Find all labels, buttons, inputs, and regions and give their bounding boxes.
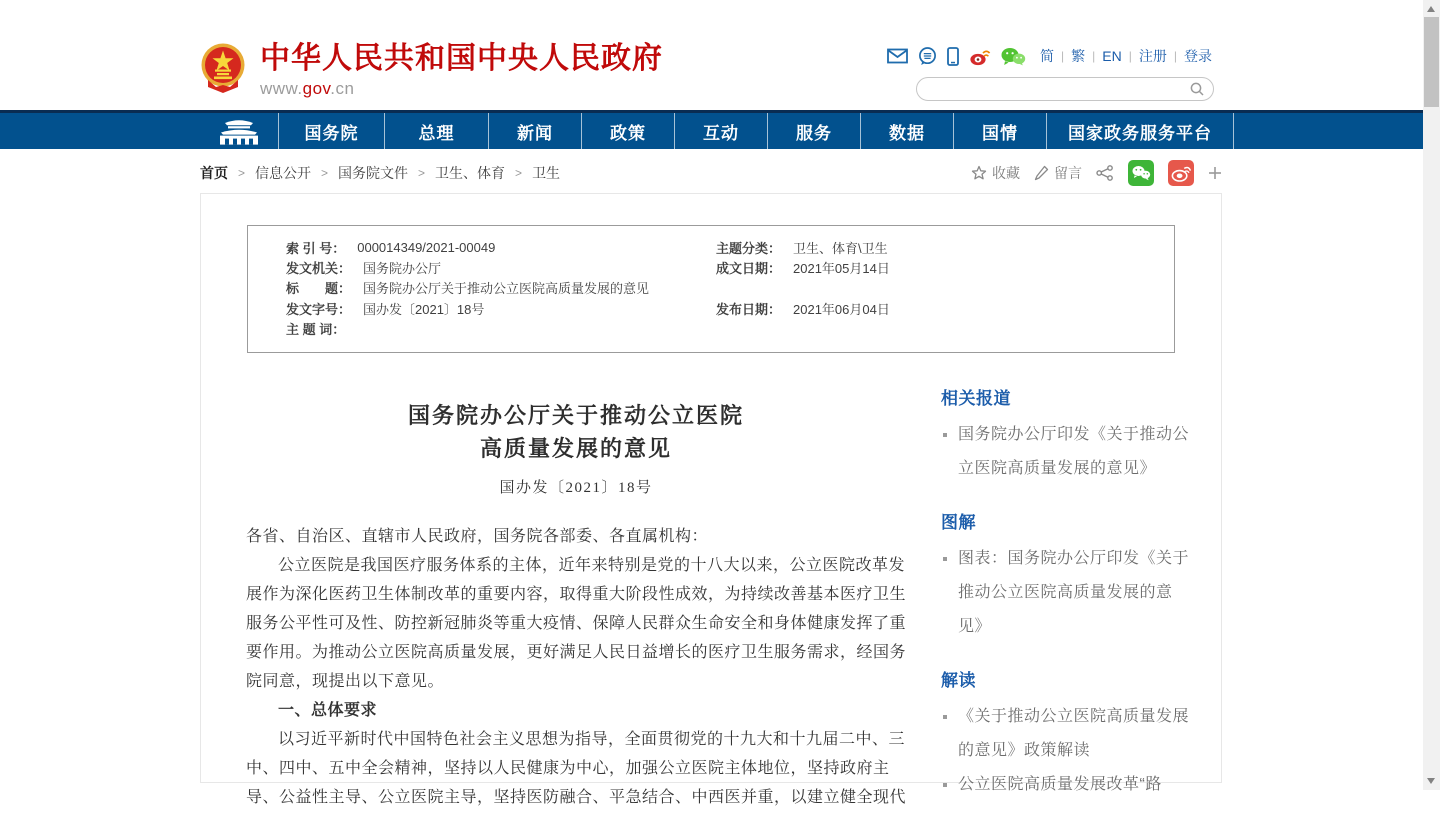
- meta-row: [716, 319, 1174, 339]
- site-url: [260, 79, 663, 99]
- sidebar-link[interactable]: [941, 418, 1190, 486]
- breadcrumb-state-council-documents[interactable]: 国务院文件: [338, 165, 409, 181]
- document-salutation: 各省、自治区、直辖市人民政府，国务院各部委、各直属机构：: [246, 527, 709, 545]
- document-paragraph: 以习近平新时代中国特色社会主义思想为指导，全面贯彻党的十九大和十九届二中、三中、四中、五中全会精神，坚持以人民健康为中心，加强公立医院主体地位，坚持政府主导、公益性主导、公立医院主导，坚持医防融合、平急结合、中西医并重，以建立健全现代: [246, 730, 907, 806]
- language-links: [1040, 46, 1212, 66]
- meta-value: 国务院办公厅: [363, 261, 442, 277]
- meta-row: [286, 319, 716, 339]
- meta-label: 发布日期：: [716, 301, 782, 317]
- bullet-icon: [943, 715, 947, 719]
- document-section-heading: 一、总体要求: [278, 701, 378, 719]
- bullet-icon: [943, 433, 947, 437]
- meta-value: 卫生、体育\卫生: [793, 240, 888, 256]
- sidebar-link[interactable]: [941, 542, 1190, 644]
- chevron-separator: >: [238, 166, 246, 180]
- related-sidebar: [941, 384, 1213, 824]
- favorite-button[interactable]: [971, 163, 1020, 183]
- document-title: [246, 399, 906, 465]
- nav-filler: [1234, 113, 1440, 149]
- separator: |: [1061, 49, 1065, 63]
- scrollbar-thumb[interactable]: [1424, 17, 1439, 107]
- document-body: [246, 399, 906, 812]
- sidebar-section-interpretation: [941, 666, 1213, 802]
- wechat-icon[interactable]: [1001, 47, 1026, 66]
- url-suffix: .cn: [330, 79, 355, 98]
- weibo-badge-icon: [1168, 160, 1194, 186]
- pencil-icon: [1034, 165, 1049, 181]
- sidebar-section-related-reports: [941, 384, 1213, 486]
- meta-label: 标 题：: [286, 281, 352, 297]
- nav-item-national-gov-service-platform[interactable]: 国家政务服务平台: [1046, 113, 1234, 149]
- magnifier-icon: [1190, 82, 1204, 96]
- sidebar-section-infographics: [941, 508, 1213, 644]
- register-link[interactable]: 注册: [1138, 48, 1167, 64]
- national-emblem-logo: [200, 42, 246, 94]
- meta-row: [716, 237, 1174, 257]
- plus-icon: [1208, 166, 1222, 180]
- bullet-icon: [943, 557, 947, 561]
- sidebar-link[interactable]: [941, 768, 1190, 802]
- scroll-down-arrow-icon[interactable]: [1427, 778, 1435, 784]
- meta-row: [286, 298, 716, 318]
- meta-value: 2021年05月14日: [793, 261, 890, 277]
- sidebar-link-text: 国务院办公厅印发《关于推动公立医院高质量发展的意见》: [958, 426, 1190, 477]
- comment-bubble-icon[interactable]: [918, 47, 937, 66]
- meta-row: [286, 257, 716, 277]
- nav-item-national-conditions[interactable]: 国情: [953, 113, 1046, 149]
- breadcrumb-health-sports[interactable]: 卫生、体育: [435, 165, 506, 181]
- lang-english-link[interactable]: EN: [1102, 48, 1122, 64]
- share-wechat-button[interactable]: [1128, 160, 1154, 186]
- document-paragraph: 公立医院是我国医疗服务体系的主体，近年来特别是党的十八大以来，公立医院改革发展作为深化医药卫生体制改革的重要内容，取得重大阶段性成效，为持续改善基本医疗卫生服务公平性可及性、防控新冠肺炎等重大疫情、保障人民群众生命安全和身体健康发挥了重要作用。为推动公立医院高质量发展，更好满足人民日益增长的医疗卫生服务需求，经国务院同意，现提出以下意见。: [246, 556, 907, 690]
- chevron-separator: >: [321, 166, 329, 180]
- meta-value: 000014349/2021-00049: [357, 239, 496, 255]
- nav-item-policies[interactable]: 政策: [581, 113, 674, 149]
- site-brand[interactable]: [200, 42, 663, 99]
- meta-label: 成文日期：: [716, 261, 782, 277]
- more-share-button[interactable]: [1208, 166, 1222, 180]
- sidebar-link-text: 图表：国务院办公厅印发《关于推动公立医院高质量发展的意见》: [958, 550, 1190, 635]
- meta-label: 主 题 词：: [286, 322, 346, 338]
- comment-button[interactable]: [1034, 163, 1082, 183]
- document-title-line2: 高质量发展的意见: [479, 435, 672, 461]
- main-navigation: [0, 110, 1440, 149]
- share-nodes-icon: [1096, 165, 1114, 181]
- bullet-icon: [943, 783, 947, 787]
- url-prefix: www.: [260, 79, 303, 98]
- meta-label: 发文字号：: [286, 301, 352, 317]
- share-weibo-button[interactable]: [1168, 160, 1194, 186]
- search-button[interactable]: [1190, 82, 1213, 96]
- wechat-badge-icon: [1128, 160, 1154, 186]
- nav-item-news[interactable]: 新闻: [488, 113, 581, 149]
- breadcrumb-health[interactable]: 卫生: [532, 165, 561, 181]
- share-button[interactable]: [1096, 165, 1114, 181]
- lang-simplified-link[interactable]: 简: [1040, 48, 1055, 64]
- search-input[interactable]: [917, 80, 1190, 98]
- meta-row: [286, 237, 716, 257]
- nav-item-services[interactable]: 服务: [767, 113, 860, 149]
- weibo-icon[interactable]: [969, 47, 991, 66]
- site-title: 中华人民共和国中央人民政府: [260, 42, 663, 75]
- separator: |: [1092, 49, 1096, 63]
- meta-value: 2021年06月04日: [793, 301, 890, 317]
- sidebar-link-text: 《关于推动公立医院高质量发展的意见》政策解读: [958, 708, 1190, 759]
- sidebar-link-text: 公立医院高质量发展改革“路: [958, 776, 1162, 793]
- chevron-separator: >: [418, 166, 426, 180]
- document-meta-card: [247, 225, 1175, 353]
- nav-home-tiananmen-icon[interactable]: [200, 113, 278, 149]
- content-panel: [200, 193, 1222, 806]
- breadcrumb-row: [200, 160, 1222, 186]
- sidebar-section-title: 相关报道: [941, 389, 1011, 408]
- chevron-separator: >: [515, 166, 523, 180]
- document-number: 国办发〔2021〕18号: [499, 479, 653, 496]
- search-box: [916, 77, 1214, 101]
- meta-label: 发文机关：: [286, 261, 352, 277]
- login-link[interactable]: 登录: [1184, 48, 1212, 64]
- favorite-label: 收藏: [992, 165, 1020, 181]
- breadcrumb: [200, 163, 560, 183]
- meta-value: 国务院办公厅关于推动公立医院高质量发展的意见: [363, 281, 650, 297]
- breadcrumb-home[interactable]: 首页: [200, 165, 228, 181]
- site-header: [0, 0, 1440, 110]
- sidebar-link[interactable]: [941, 700, 1190, 768]
- page-actions: [957, 160, 1222, 186]
- meta-row: [716, 278, 1174, 298]
- nav-item-state-council[interactable]: 国务院: [278, 113, 384, 149]
- lang-traditional-link[interactable]: 繁: [1071, 48, 1086, 64]
- nav-item-premier[interactable]: 总理: [384, 113, 488, 149]
- separator: |: [1128, 49, 1132, 63]
- document-title-line1: 国务院办公厅关于推动公立医院: [407, 402, 744, 428]
- mail-icon[interactable]: [887, 48, 908, 64]
- nav-item-interaction[interactable]: 互动: [674, 113, 767, 149]
- breadcrumb-info-disclosure[interactable]: 信息公开: [255, 165, 312, 181]
- meta-row: [716, 298, 1174, 318]
- meta-label: 主题分类：: [716, 240, 782, 256]
- star-icon: [971, 165, 987, 181]
- meta-row: [286, 278, 716, 298]
- scroll-up-arrow-icon[interactable]: [1427, 6, 1435, 12]
- meta-row: [716, 257, 1174, 277]
- comment-label: 留言: [1054, 165, 1082, 181]
- meta-value: 国办发〔2021〕18号: [363, 301, 485, 317]
- separator: |: [1173, 49, 1177, 63]
- url-domain: gov: [302, 79, 331, 98]
- nav-item-data[interactable]: 数据: [860, 113, 953, 149]
- sidebar-section-title: 解读: [941, 671, 976, 690]
- meta-label: 索 引 号：: [286, 240, 346, 256]
- vertical-scrollbar[interactable]: [1423, 0, 1440, 790]
- mobile-phone-icon[interactable]: [947, 47, 959, 66]
- sidebar-section-title: 图解: [941, 513, 976, 532]
